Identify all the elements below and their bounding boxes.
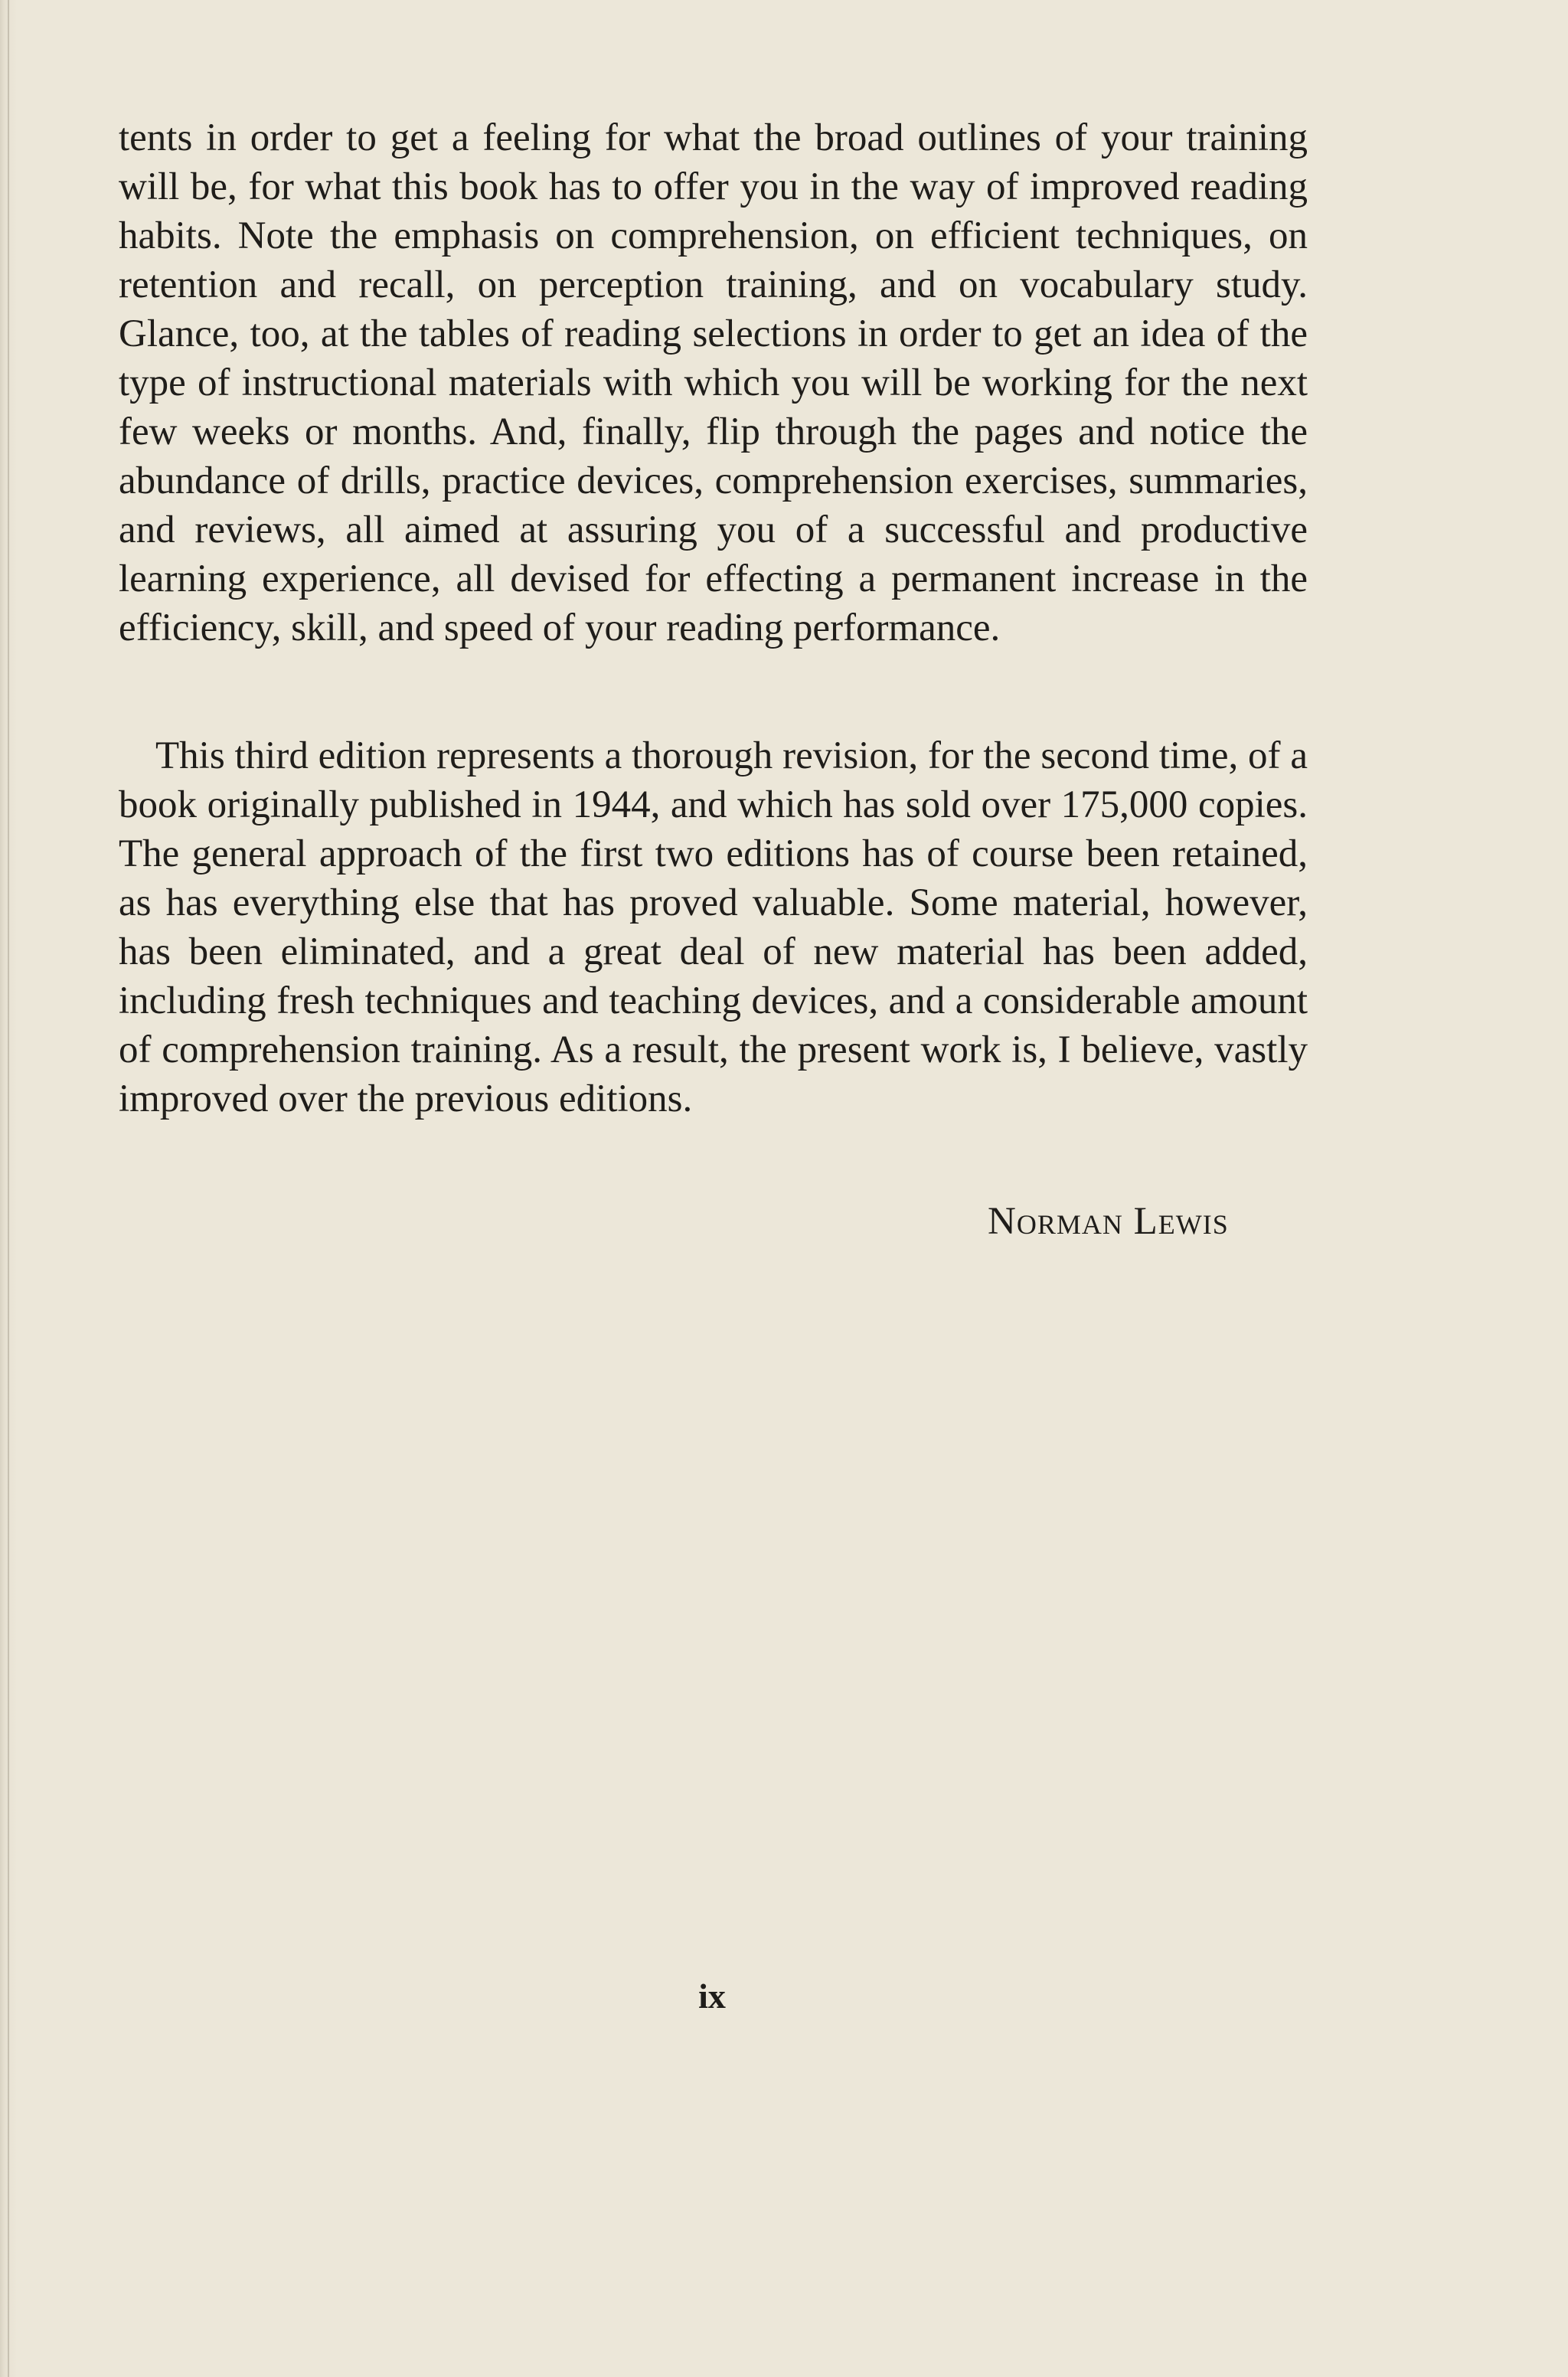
page-number: ix (698, 1976, 726, 2016)
body-paragraph-1: tents in order to get a feeling for what the broad outlines of your training will be, for what this book has to offer you in the way of improved reading habits. Note the emphasis on comprehension, on efficient techniques, on retention and recall, on perception training, and on vocabulary study. Glance, too, at the tables of reading selections in order to get an idea of the type of instructional materials with which you will be working for the next few weeks or months. And, finally, flip through the pages and notice the abundance of drills, practice devices, comprehension exercises, summaries, and reviews, all aimed at assuring you of a successful and productive learning experience, all devised for effecting a permanent increase in the efficiency, skill, and speed of your reading performance. (119, 116, 1308, 649)
body-paragraph-2: This third edition represents a thorough revision, for the second time, of a book originally published in 1944, and which has sold over 175,000 copies. The general approach of the first two editions has of course been retained, as has everything else that has proved valuable. Some material, however, has been eliminated, and a great deal of new material has been added, including fresh techniques and teaching devices, and a considerable amount of comprehension training. As a result, the present work is, I believe, vastly improved over the previous editions. (119, 734, 1308, 1120)
author-signature: Norman Lewis (988, 1200, 1229, 1243)
page-binding-edge (8, 0, 9, 2377)
